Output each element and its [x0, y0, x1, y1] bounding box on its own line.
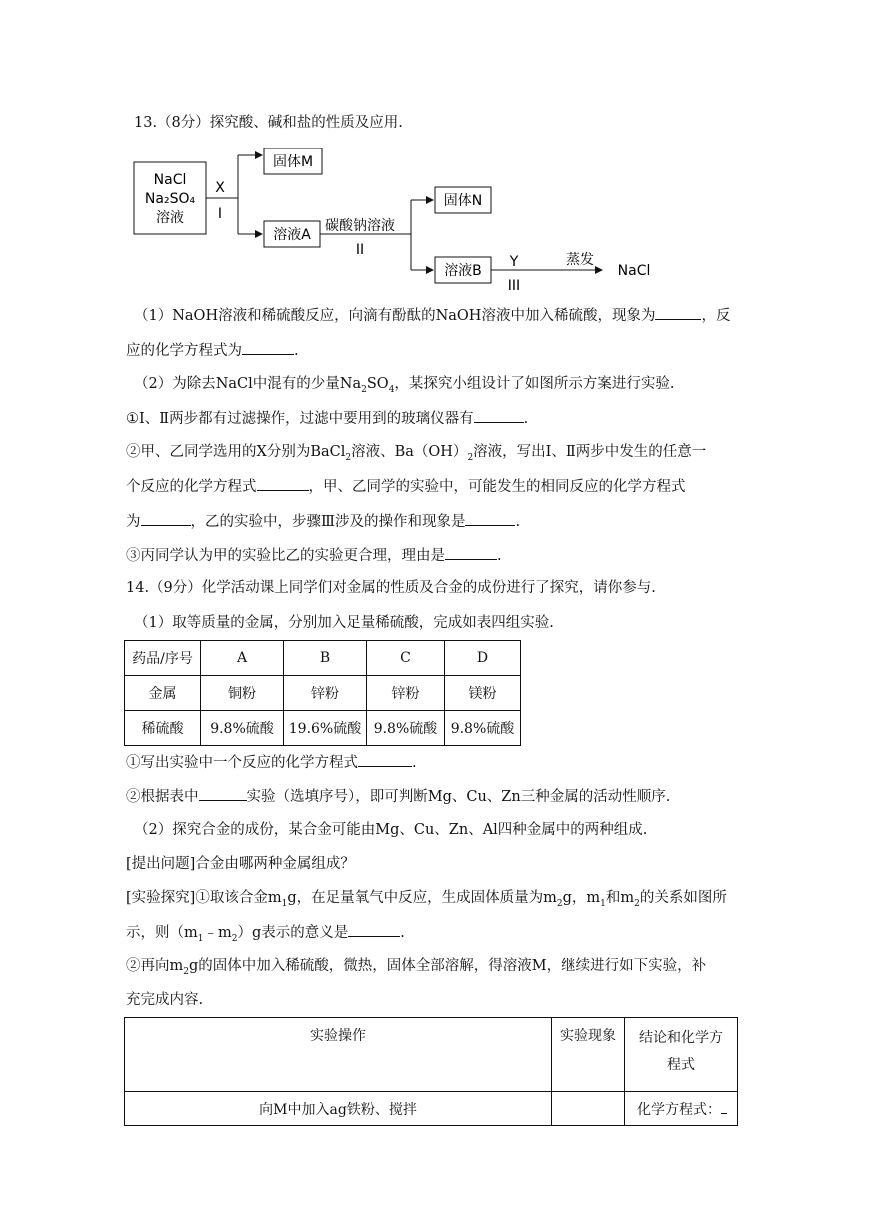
x-label: X — [215, 180, 225, 196]
q14-part1-q1: ①写出实验中一个反应的化学方程式 . — [126, 752, 417, 773]
table-cell[interactable] — [552, 1092, 625, 1126]
table-cell: 19.6%硫酸 — [284, 711, 367, 746]
q13-part2-intro: （2）为除去NaCl中混有的少量$Na_2SO_4$，某探究小组设计了如图所示方案进行实验. — [134, 376, 675, 395]
table-cell: 9.8%硫酸 — [445, 711, 521, 746]
start-line-3: 溶液 — [156, 210, 184, 226]
answer-blank[interactable] — [358, 752, 412, 767]
table-cell: 稀硫酸 — [125, 711, 201, 746]
table-cell: 9.8%硫酸 — [367, 711, 445, 746]
metals-table — [124, 640, 521, 746]
answer-blank[interactable] — [141, 511, 191, 526]
answer-blank[interactable] — [474, 408, 524, 423]
table-cell — [625, 1018, 738, 1092]
table-cell: 实验现象 — [552, 1018, 625, 1092]
q13-part2-q1: ①Ⅰ、Ⅱ两步都有过滤操作，过滤中要用到的玻璃仪器有 . — [126, 408, 528, 429]
q13-part2-q2-line1: ②甲、乙同学选用的X分别为BaCl$_2$溶液、$Ba(OH)_2$溶液，写出Ⅰ、Ⅱ两步中发生的任意一 — [126, 444, 707, 463]
answer-blank[interactable] — [348, 922, 400, 937]
table-cell: 锌粉 — [367, 676, 445, 711]
q14-explore-line1: [实验探究]①取该合金$m_1g$，在足量氧气中反应，生成固体质量为$m_2g$，$m_1$和$m_2$的关系如图所 — [126, 890, 727, 909]
product-label: NaCl — [617, 263, 651, 279]
q13-part2-q2-line2: 个反应的化学方程式 ，甲、乙同学的实验中，可能发生的相同反应的化学方程式 — [126, 476, 686, 497]
table-row — [125, 1092, 738, 1126]
table-cell: A — [201, 641, 284, 676]
q14-explore-line2: 示，则$(m_1﹣m_2)g$表示的意义是 . — [126, 922, 405, 943]
q13-title: 13.（8分）探究酸、碱和盐的性质及应用. — [134, 115, 403, 131]
table-cell: 9.8%硫酸 — [201, 711, 284, 746]
q13-flow-diagram — [130, 148, 670, 298]
q14-part2-intro: （2）探究合金的成份，某合金可能由Mg、Cu、Zn、Al四种金属中的两种组成. — [134, 822, 648, 838]
q14-title: 14.（9分）化学活动课上同学们对金属的性质及合金的成份进行了探究，请你参与. — [126, 580, 656, 596]
experiment-table — [124, 1017, 738, 1126]
answer-blank[interactable] — [445, 545, 497, 560]
table-cell: 铜粉 — [201, 676, 284, 711]
answer-blank[interactable] — [721, 1099, 727, 1114]
table-cell: 实验操作 — [125, 1018, 552, 1092]
table-row — [125, 711, 521, 746]
table-cell: B — [284, 641, 367, 676]
answer-blank[interactable] — [465, 511, 515, 526]
reagent2-label: 碳酸钠溶液 — [325, 218, 395, 234]
answer-blank[interactable] — [199, 786, 247, 801]
step3-label: III — [507, 278, 521, 294]
solid-n: 固体N — [443, 193, 483, 209]
answer-blank[interactable] — [242, 340, 294, 355]
q14-part1-intro: （1）取等质量的金属，分别加入足量稀硫酸，完成如表四组实验. — [134, 615, 554, 631]
table-row — [125, 641, 521, 676]
start-line-2: Na₂SO₄ — [144, 191, 196, 207]
solution-b: 溶液B — [444, 263, 482, 279]
table-cell: 镁粉 — [445, 676, 521, 711]
q13-part2-q2-line3: 为 ，乙的实验中，步骤Ⅲ涉及的操作和现象是 . — [126, 511, 520, 532]
table-cell: 向M中加入ag铁粉、搅拌 — [125, 1092, 552, 1126]
q14-question: [提出问题]合金由哪两种金属组成？ — [126, 856, 355, 872]
table-cell: 锌粉 — [284, 676, 367, 711]
table-cell: C — [367, 641, 445, 676]
header-line: 程式 — [667, 1057, 695, 1073]
y-label: Y — [509, 254, 519, 270]
q14-explore2-line1: ②再向$m_2g$的固体中加入稀硫酸，微热，固体全部溶解，得溶液M，继续进行如下实验，补 — [126, 958, 707, 977]
table-cell: 金属 — [125, 676, 201, 711]
q14-explore2-line2: 充完成内容. — [126, 992, 204, 1008]
q13-part1-line2: 应的化学方程式为 . — [126, 340, 299, 361]
table-cell: 化学方程式： — [625, 1092, 738, 1126]
step1-label: I — [217, 206, 223, 222]
q13-part1-line1: （1）NaOH溶液和稀硫酸反应，向滴有酚酞的NaOH溶液中加入稀硫酸，现象为 ，反 — [134, 305, 730, 326]
header-line: 结论和化学方 — [639, 1030, 723, 1046]
table-cell: 药品/序号 — [125, 641, 201, 676]
q14-part1-q2: ②根据表中 实验（选填序号），即可判断Mg、Cu、Zn三种金属的活动性顺序. — [126, 786, 670, 807]
table-row — [125, 1018, 738, 1092]
solid-m: 固体M — [272, 154, 314, 170]
answer-blank[interactable] — [257, 476, 309, 491]
answer-blank[interactable] — [655, 305, 701, 320]
table-row — [125, 676, 521, 711]
step2-label: II — [355, 242, 365, 258]
evaporate-label: 蒸发 — [566, 252, 594, 268]
q13-part2-q3: ③丙同学认为甲的实验比乙的实验更合理，理由是 . — [126, 545, 502, 566]
table-cell: D — [445, 641, 521, 676]
solution-a: 溶液A — [273, 227, 311, 243]
start-line-1: NaCl — [153, 172, 187, 188]
